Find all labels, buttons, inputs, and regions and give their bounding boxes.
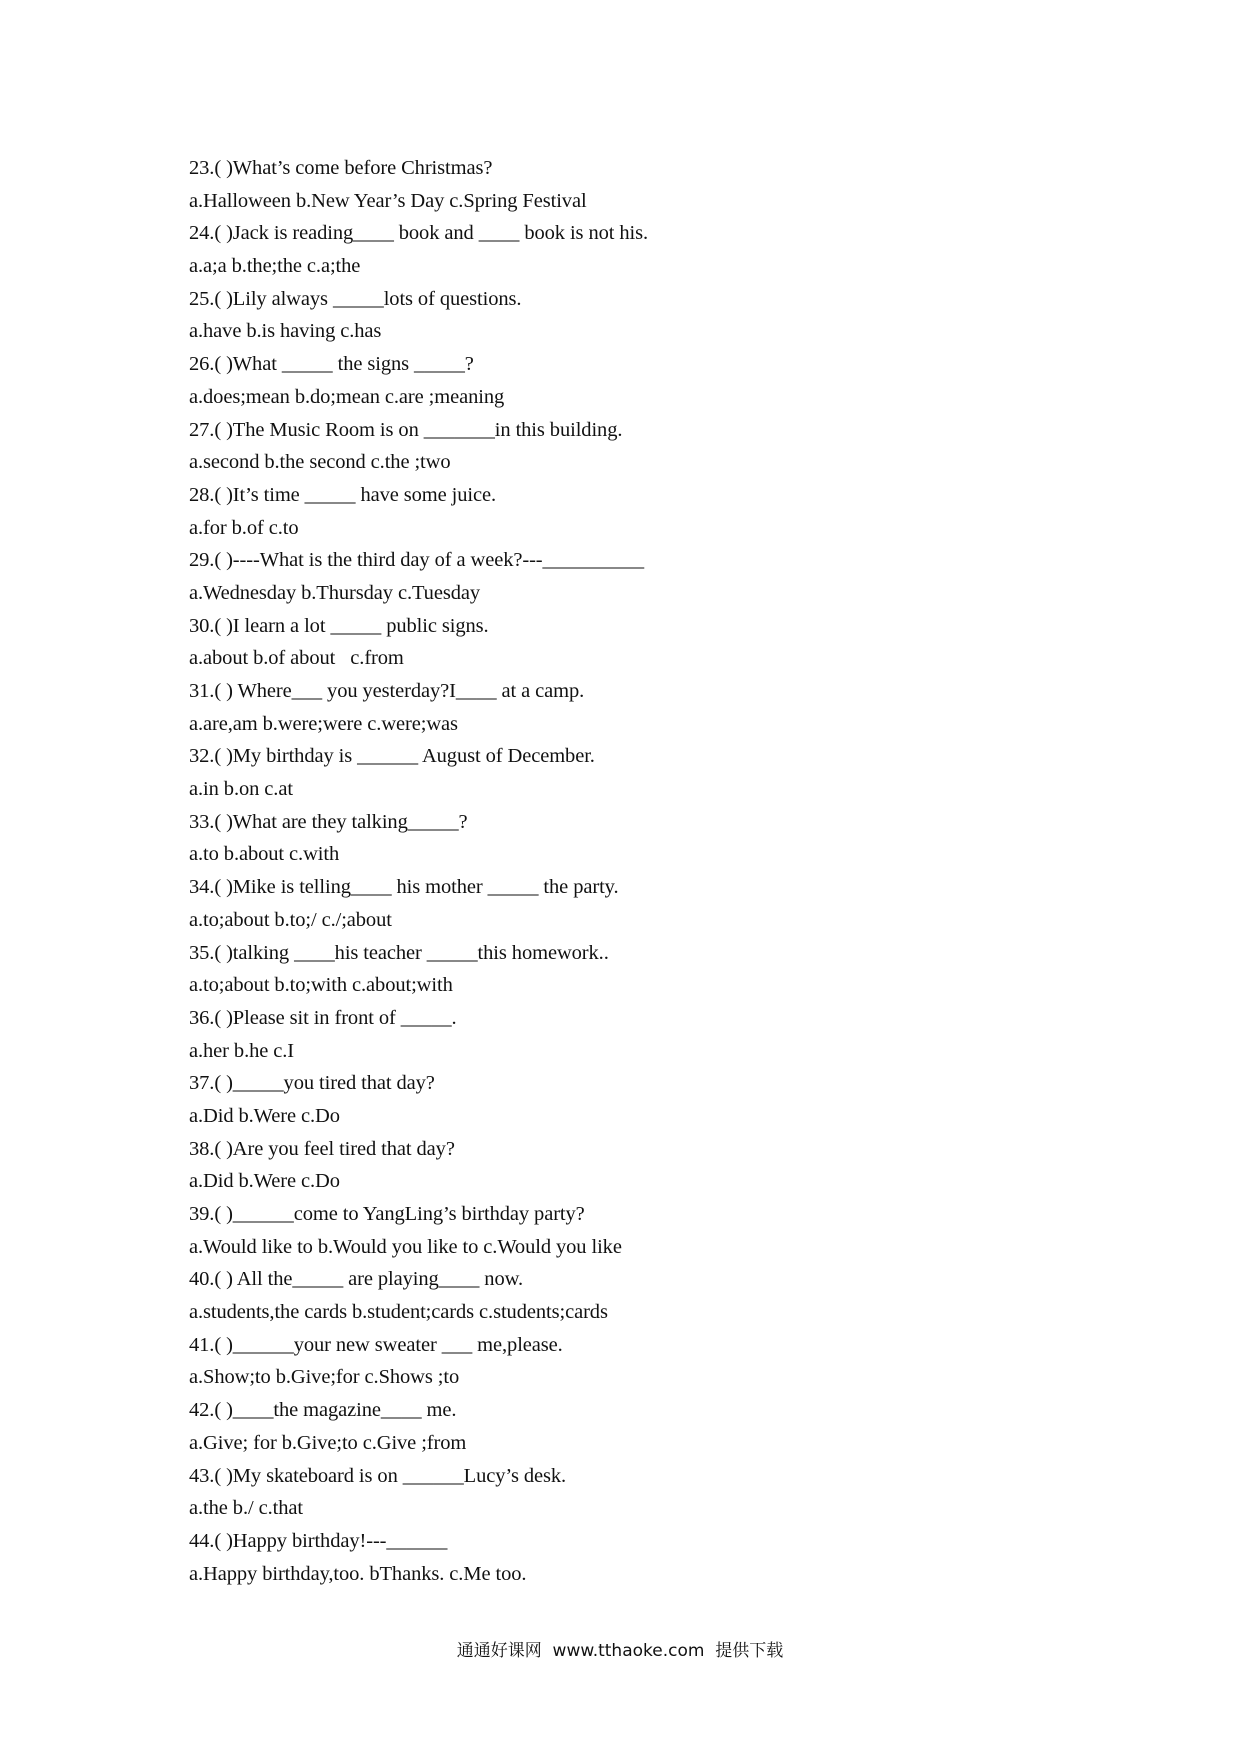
options-line: a.Would like to b.Would you like to c.Would you like — [189, 1235, 622, 1258]
question-line: 42.( )____the magazine____ me. — [189, 1399, 457, 1422]
question-line: 34.( )Mike is telling____ his mother _____ the party. — [189, 876, 619, 899]
question-line: 26.( )What _____ the signs _____? — [189, 353, 474, 376]
options-line: a.Happy birthday,too. bThanks. c.Me too. — [189, 1562, 527, 1585]
question-line: 25.( )Lily always _____lots of questions. — [189, 287, 522, 310]
options-line: a.does;mean b.do;mean c.are ;meaning — [189, 385, 505, 408]
question-line: 32.( )My birthday is ______ August of December. — [189, 745, 595, 768]
options-line: a.her b.he c.I — [189, 1039, 295, 1062]
question-line: 40.( ) All the_____ are playing____ now. — [189, 1268, 524, 1291]
question-line: 31.( ) Where___ you yesterday?I____ at a camp. — [189, 680, 585, 702]
question-line: 30.( )I learn a lot _____ public signs. — [189, 614, 489, 637]
question-line: 36.( )Please sit in front of _____. — [189, 1006, 457, 1029]
options-line: a.Halloween b.New Year’s Day c.Spring Festival — [189, 189, 587, 212]
options-line: a.Did b.Were c.Do — [189, 1170, 340, 1193]
question-line: 27.( )The Music Room is on _______in this building. — [189, 418, 623, 441]
options-line: a.are,am b.were;were c.were;was — [189, 712, 458, 735]
question-line: 35.( )talking ____his teacher _____this homework.. — [189, 941, 609, 964]
options-line: a.to;about b.to;with c.about;with — [189, 974, 453, 997]
options-line: a.a;a b.the;the c.a;the — [189, 255, 361, 278]
options-line: a.Wednesday b.Thursday c.Tuesday — [189, 581, 481, 604]
question-line: 43.( )My skateboard is on ______Lucy’s desk. — [189, 1464, 567, 1487]
options-line: a.have b.is having c.has — [189, 320, 382, 343]
options-line: a.for b.of c.to — [189, 516, 299, 539]
options-line: a.Did b.Were c.Do — [189, 1104, 340, 1127]
options-line: a.second b.the second c.the ;two — [189, 451, 451, 474]
options-line: a.about b.of about c.from — [189, 647, 404, 670]
options-line: a.the b./ c.that — [189, 1497, 303, 1520]
question-line: 37.( )_____you tired that day? — [189, 1072, 435, 1095]
question-line: 24.( )Jack is reading____ book and ____ book is not his. — [189, 222, 649, 245]
options-line: a.in b.on c.at — [189, 778, 293, 801]
question-list — [189, 152, 1089, 1590]
options-line: a.to;about b.to;/ c./;about — [189, 908, 392, 931]
question-line: 28.( )It’s time _____ have some juice. — [189, 483, 497, 506]
options-line: a.students,the cards b.student;cards c.students;cards — [189, 1301, 608, 1324]
options-line: a.Show;to b.Give;for c.Shows ;to — [189, 1366, 460, 1389]
question-line: 33.( )What are they talking_____? — [189, 810, 468, 833]
question-line: 41.( )______your new sweater ___ me,please. — [189, 1333, 563, 1356]
question-line: 38.( )Are you feel tired that day? — [189, 1137, 455, 1160]
options-line: a.Give; for b.Give;to c.Give ;from — [189, 1431, 467, 1454]
question-line: 29.( )----What is the third day of a week?---__________ — [189, 549, 645, 572]
page-footer: 通通好课网 www.tthaoke.com 提供下载 — [456, 1641, 784, 1661]
question-line: 44.( )Happy birthday!---______ — [189, 1529, 448, 1552]
question-line: 23.( )What’s come before Christmas? — [189, 157, 493, 179]
question-line: 39.( )______come to YangLing’s birthday party? — [189, 1203, 585, 1225]
options-line: a.to b.about c.with — [189, 843, 340, 866]
